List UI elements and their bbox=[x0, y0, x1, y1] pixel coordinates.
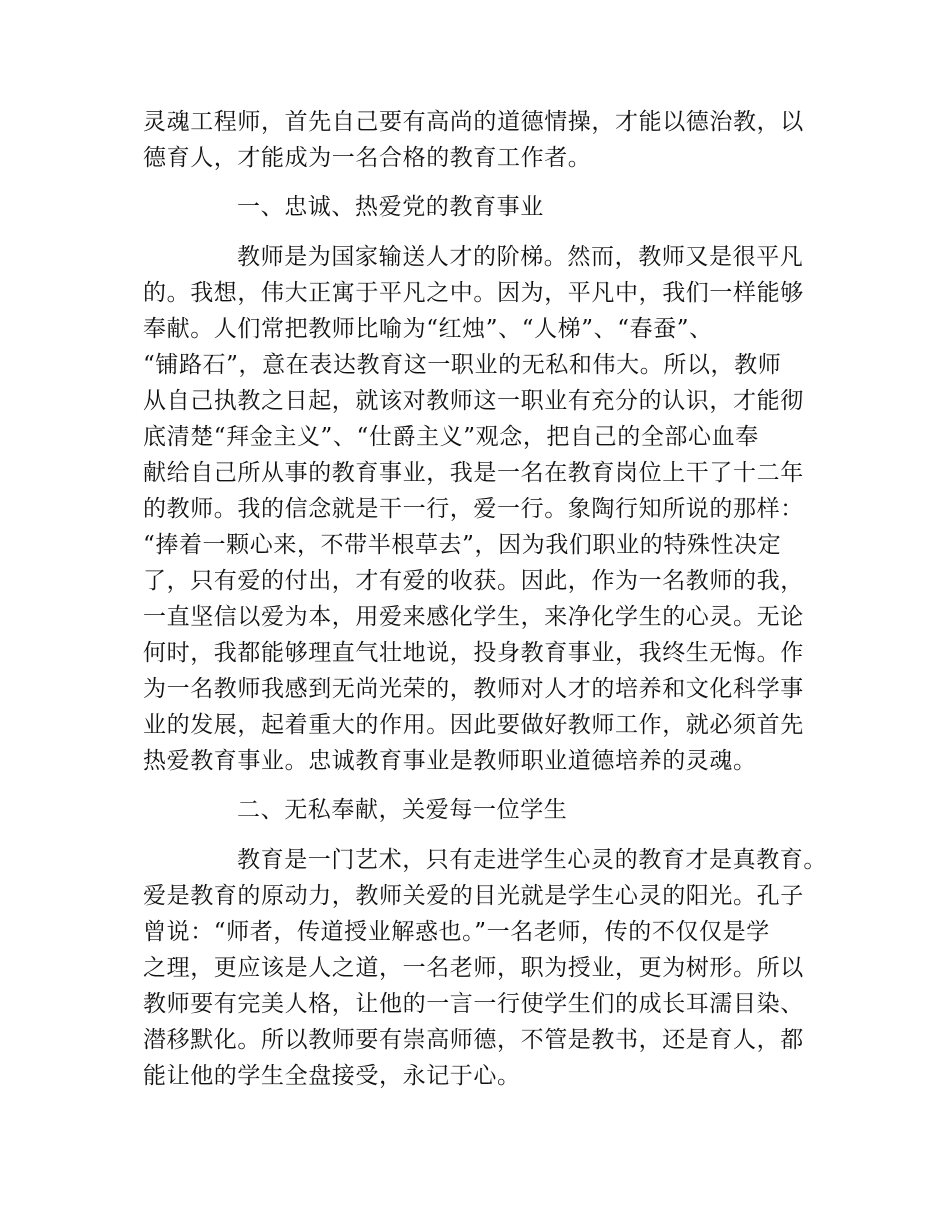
body-text-line: 底清楚“拜金主义”、“仕爵主义”观念，把自己的全部心血奉 bbox=[143, 424, 759, 450]
body-text-line: 热爱教育事业。忠诚教育事业是教师职业道德培养的灵魂。 bbox=[143, 748, 757, 774]
body-text-line: 为一名教师我感到无尚光荣的，教师对人才的培养和文化科学事 bbox=[143, 676, 804, 702]
body-text-line: 业的发展，起着重大的作用。因此要做好教师工作，就必须首先 bbox=[143, 712, 804, 738]
body-text-line: 灵魂工程师，首先自己要有高尚的道德情操，才能以德治教，以 bbox=[143, 109, 804, 135]
section-heading: 二、无私奉献，关爱每一位学生 bbox=[237, 797, 568, 823]
body-text-line: 献给自己所从事的教育事业，我是一名在教育岗位上干了十二年 bbox=[143, 460, 804, 486]
body-text-line: 从自己执教之日起，就该对教师这一职业有充分的认识，才能彻 bbox=[143, 388, 804, 414]
body-text-line: 潜移默化。所以教师要有崇高师德，不管是教书，还是育人，都 bbox=[143, 1027, 804, 1053]
body-text-line: 教师要有完美人格，让他的一言一行使学生们的成长耳濡目染、 bbox=[143, 991, 804, 1017]
body-text-line: 能让他的学生全盘接受，永记于心。 bbox=[143, 1063, 521, 1089]
body-text-line: 之理，更应该是人之道，一名老师，职为授业，更为树形。所以 bbox=[143, 955, 804, 981]
section-heading: 一、忠诚、热爱党的教育事业 bbox=[237, 194, 544, 220]
body-text-line: 教师是为国家输送人才的阶梯。然而，教师又是很平凡 bbox=[237, 244, 804, 270]
body-text-line: “铺路石”，意在表达教育这一职业的无私和伟大。所以，教师 bbox=[143, 352, 782, 378]
body-text-line: 奉献。人们常把教师比喻为“红烛”、“人梯”、“春蚕”、 bbox=[143, 316, 713, 342]
body-text-line: 何时，我都能够理直气壮地说，投身教育事业，我终生无悔。作 bbox=[143, 640, 804, 666]
body-text-line: 教育是一门艺术，只有走进学生心灵的教育才是真教育。 bbox=[237, 847, 827, 873]
body-text-line: 一直坚信以爱为本，用爱来感化学生，来净化学生的心灵。无论 bbox=[143, 604, 804, 630]
body-text-line: 的教师。我的信念就是干一行，爱一行。象陶行知所说的那样： bbox=[143, 496, 804, 522]
body-text-line: 德育人，才能成为一名合格的教育工作者。 bbox=[143, 145, 592, 171]
body-text-line: 的。我想，伟大正寓于平凡之中。因为，平凡中，我们一样能够 bbox=[143, 280, 804, 306]
body-text-line: 曾说：“师者，传道授业解惑也。”一名老师，传的不仅仅是学 bbox=[143, 919, 770, 945]
body-text-line: 了，只有爱的付出，才有爱的收获。因此，作为一名教师的我， bbox=[143, 568, 804, 594]
body-text-line: 爱是教育的原动力，教师关爱的目光就是学生心灵的阳光。孔子 bbox=[143, 883, 804, 909]
body-text-line: “捧着一颗心来，不带半根草去”，因为我们职业的特殊性决定 bbox=[143, 532, 782, 558]
